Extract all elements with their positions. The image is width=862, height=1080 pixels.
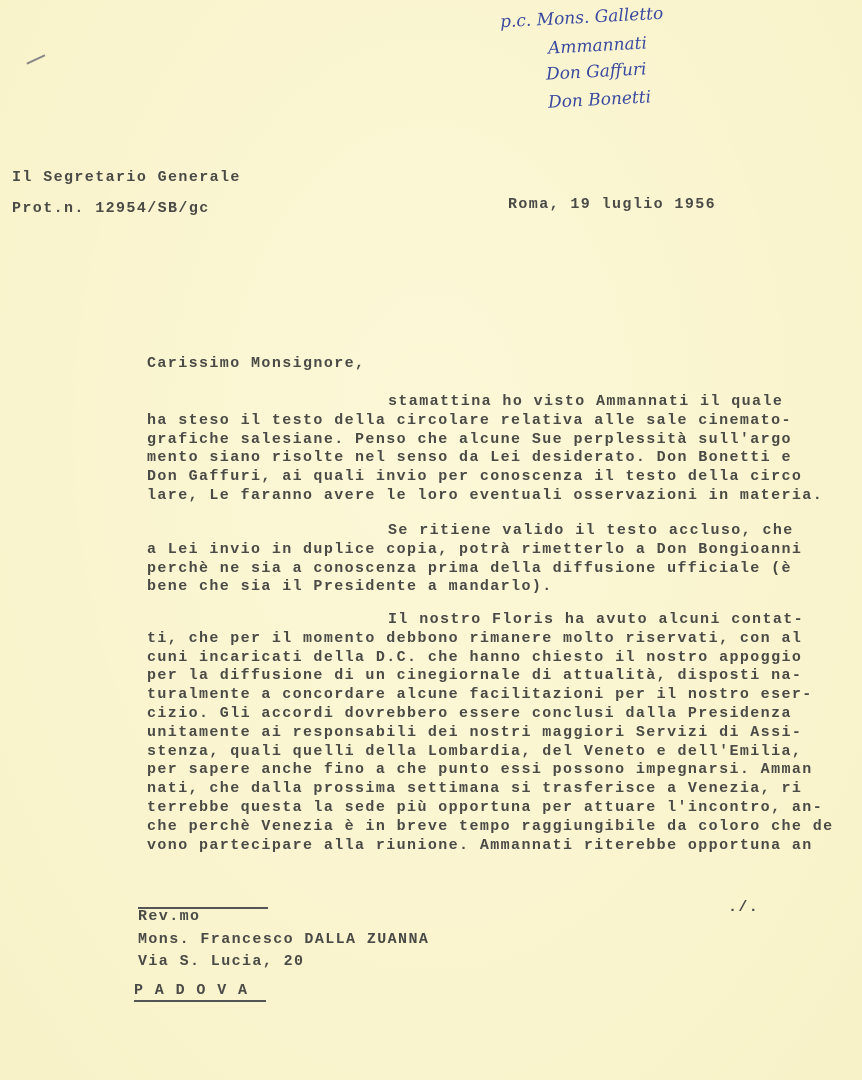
body-line: a Lei invio in duplice copia, potrà rimetterlo a Don Bongioanni xyxy=(147,540,803,558)
recipient-city: P A D O V A xyxy=(134,982,249,999)
body-line: unitamente ai responsabili dei nostri maggiori Servizi di Assi- xyxy=(147,723,803,741)
city-underline xyxy=(134,1000,266,1002)
handwritten-line: Ammannati xyxy=(547,33,648,59)
body-line: che perchè Venezia è in breve tempo raggiungibile da coloro che de xyxy=(147,817,834,835)
body-line: cuni incaricati della D.C. che hanno chiesto il nostro appoggio xyxy=(147,648,803,666)
body-line: bene che sia il Presidente a mandarlo). xyxy=(147,578,553,596)
body-line: ha steso il testo della circolare relativa alle sale cinemato- xyxy=(147,411,792,429)
body-line: nati, che dalla prossima settimana si trasferisce a Venezia, ri xyxy=(147,780,803,798)
body-line: grafiche salesiane. Penso che alcune Sue perplessità sull'argo xyxy=(147,430,792,448)
handwritten-line: Don Gaffuri xyxy=(545,59,647,85)
body-line: vono partecipare alla riunione. Ammannati riterebbe opportuna an xyxy=(147,836,813,854)
sender-title: Il Segretario Generale xyxy=(12,169,241,186)
body-line: per sapere anche fino a che punto essi possono impegnarsi. Amman xyxy=(147,761,813,779)
body-line: mento siano risolte nel senso da Lei desiderato. Don Bonetti e xyxy=(147,449,792,467)
continuation-mark: ./. xyxy=(728,899,760,916)
body-line: per la diffusione di un cinegiornale di attualità, disposti na- xyxy=(147,667,803,685)
recipient-name: Mons. Francesco DALLA ZUANNA xyxy=(138,931,430,948)
body-line: Se ritiene valido il testo accluso, che xyxy=(388,522,794,539)
protocol-number: Prot.n. 12954/SB/gc xyxy=(12,200,210,217)
body-line: terrebbe questa la sede più opportuna per attuare l'incontro, an- xyxy=(147,799,824,816)
handwritten-line: Don Bonetti xyxy=(547,87,652,113)
body-line: turalmente a concordare alcune facilitazioni per il nostro eser- xyxy=(147,686,813,704)
body-line: perchè ne sia a conoscenza prima della diffusione ufficiale (è xyxy=(147,559,792,577)
recipient-title: Rev.mo xyxy=(138,908,201,925)
place-date: Roma, 19 luglio 1956 xyxy=(508,196,717,213)
body-line: Don Gaffuri, ai quali invio per conoscenza il testo della circo xyxy=(147,468,803,486)
body-line: cizio. Gli accordi dovrebbero essere conclusi dalla Presidenza xyxy=(147,705,792,722)
handwritten-line: p.c. Mons. Galletto xyxy=(499,3,664,33)
body-line: stamattina ho visto Ammannati il quale xyxy=(388,393,784,410)
body-line: stenza, quali quelli della Lombardia, del Veneto e dell'Emilia, xyxy=(147,742,803,760)
body-line: ti, che per il momento debbono rimanere molto riservati, con al xyxy=(147,629,803,647)
recipient-address: Via S. Lucia, 20 xyxy=(138,953,305,970)
stray-pen-mark xyxy=(26,54,49,73)
body-line: Il nostro Floris ha avuto alcuni contat- xyxy=(388,611,805,628)
body-line: lare, Le faranno avere le loro eventuali osservazioni in materia. xyxy=(147,487,824,504)
salutation: Carissimo Monsignore, xyxy=(147,355,366,372)
